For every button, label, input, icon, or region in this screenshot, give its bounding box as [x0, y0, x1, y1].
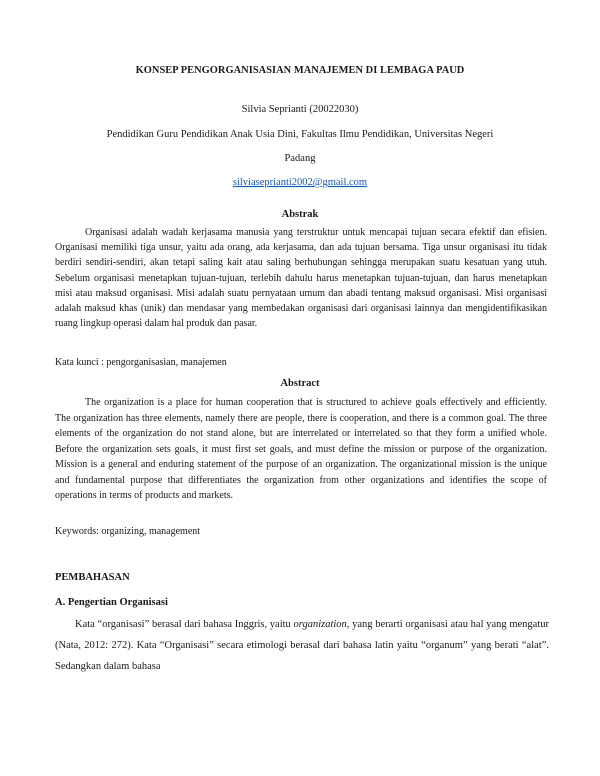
abstrak-heading: Abstrak — [281, 209, 319, 220]
abstrak-paragraph — [55, 225, 547, 331]
author-email-text: silviaseprianti2002@gmail.com — [232, 177, 368, 188]
author-email-link[interactable] — [0, 176, 600, 189]
abstract-paragraph — [55, 395, 547, 504]
section-heading: PEMBAHASAN — [55, 572, 130, 583]
abstract-keywords: Keywords: organizing, management — [55, 526, 201, 537]
body-text-italic: organization, — [293, 619, 350, 630]
body-paragraph — [55, 614, 549, 677]
abstract-text: The organization is a place for human cooperation that is structured to achieve goals effectively and efficiently. The organization has three elements, namely there are people, there is cooperation, and there is a common goal. The three elements of the organization do not stand alone, but are interrelated or interrelated so that they form a unified whole. Before the organization sets goals, it must first set goals, and must define the mission or purpose of the organization. Mission is a general and enduring statement of the purpose of an organization. The organizational mission is the unique and fundamental purpose that differentiates the organization from other organizations and identifies the scope of operations in terms of products and markets. — [55, 397, 547, 501]
affiliation-line-1: Pendidikan Guru Pendidikan Anak Usia Dini, Fakultas Ilmu Pendidikan, Universitas Negeri — [106, 129, 494, 140]
subsection-heading: A. Pengertian Organisasi — [55, 597, 168, 608]
abstrak-keywords: Kata kunci : pengorganisasian, manajemen — [55, 357, 227, 368]
affiliation-line-2: Padang — [284, 153, 316, 164]
author-name: Silvia Seprianti (20022030) — [241, 104, 359, 115]
abstrak-text: Organisasi adalah wadah kerjasama manusia yang terstruktur untuk mencapai tujuan secara efektif dan efisien. Organisasi memiliki tiga unsur, yaitu ada orang, ada kerjasama, dan ada tujuan bersama. Tiga unsur organisasi itu tidak berdiri sendiri-sendiri, akan tetapi saling kait atau saling berhubungan sehingga merupakan suatu kesatuan yang utuh. Sebelum organisasi menetapkan tujuan-tujuan, terlebih dahulu harus menetapkan tujuan-tujuan, dan harus menetapkan misi atau maksud organisasi. Misi adalah suatu pernyataan umum dan abadi tentang maksud organisasi. Misi organisasi adalah maksud khas (unik) dan mendasar yang membedakan organisasi dari organisasi lainnya dan mengidentifikasikan ruang lingkup operasi dalam hal produk dan pasar. — [55, 227, 547, 330]
paper-title: KONSEP PENGORGANISASIAN MANAJEMEN DI LEMBAGA PAUD — [135, 65, 465, 76]
abstract-heading: Abstract — [280, 378, 320, 389]
body-text-part1: Kata “organisasi” berasal dari bahasa Inggris, yaitu — [75, 619, 294, 630]
body-text-part2: yang berarti organisasi atau hal yang mengatur (Nata, 2012: 272). Kata “Organisasi” secara etimologi berasal dari bahasa latin yaitu “organum” yang berati “alat”. Sedangkan dalam bahasa — [55, 619, 550, 672]
